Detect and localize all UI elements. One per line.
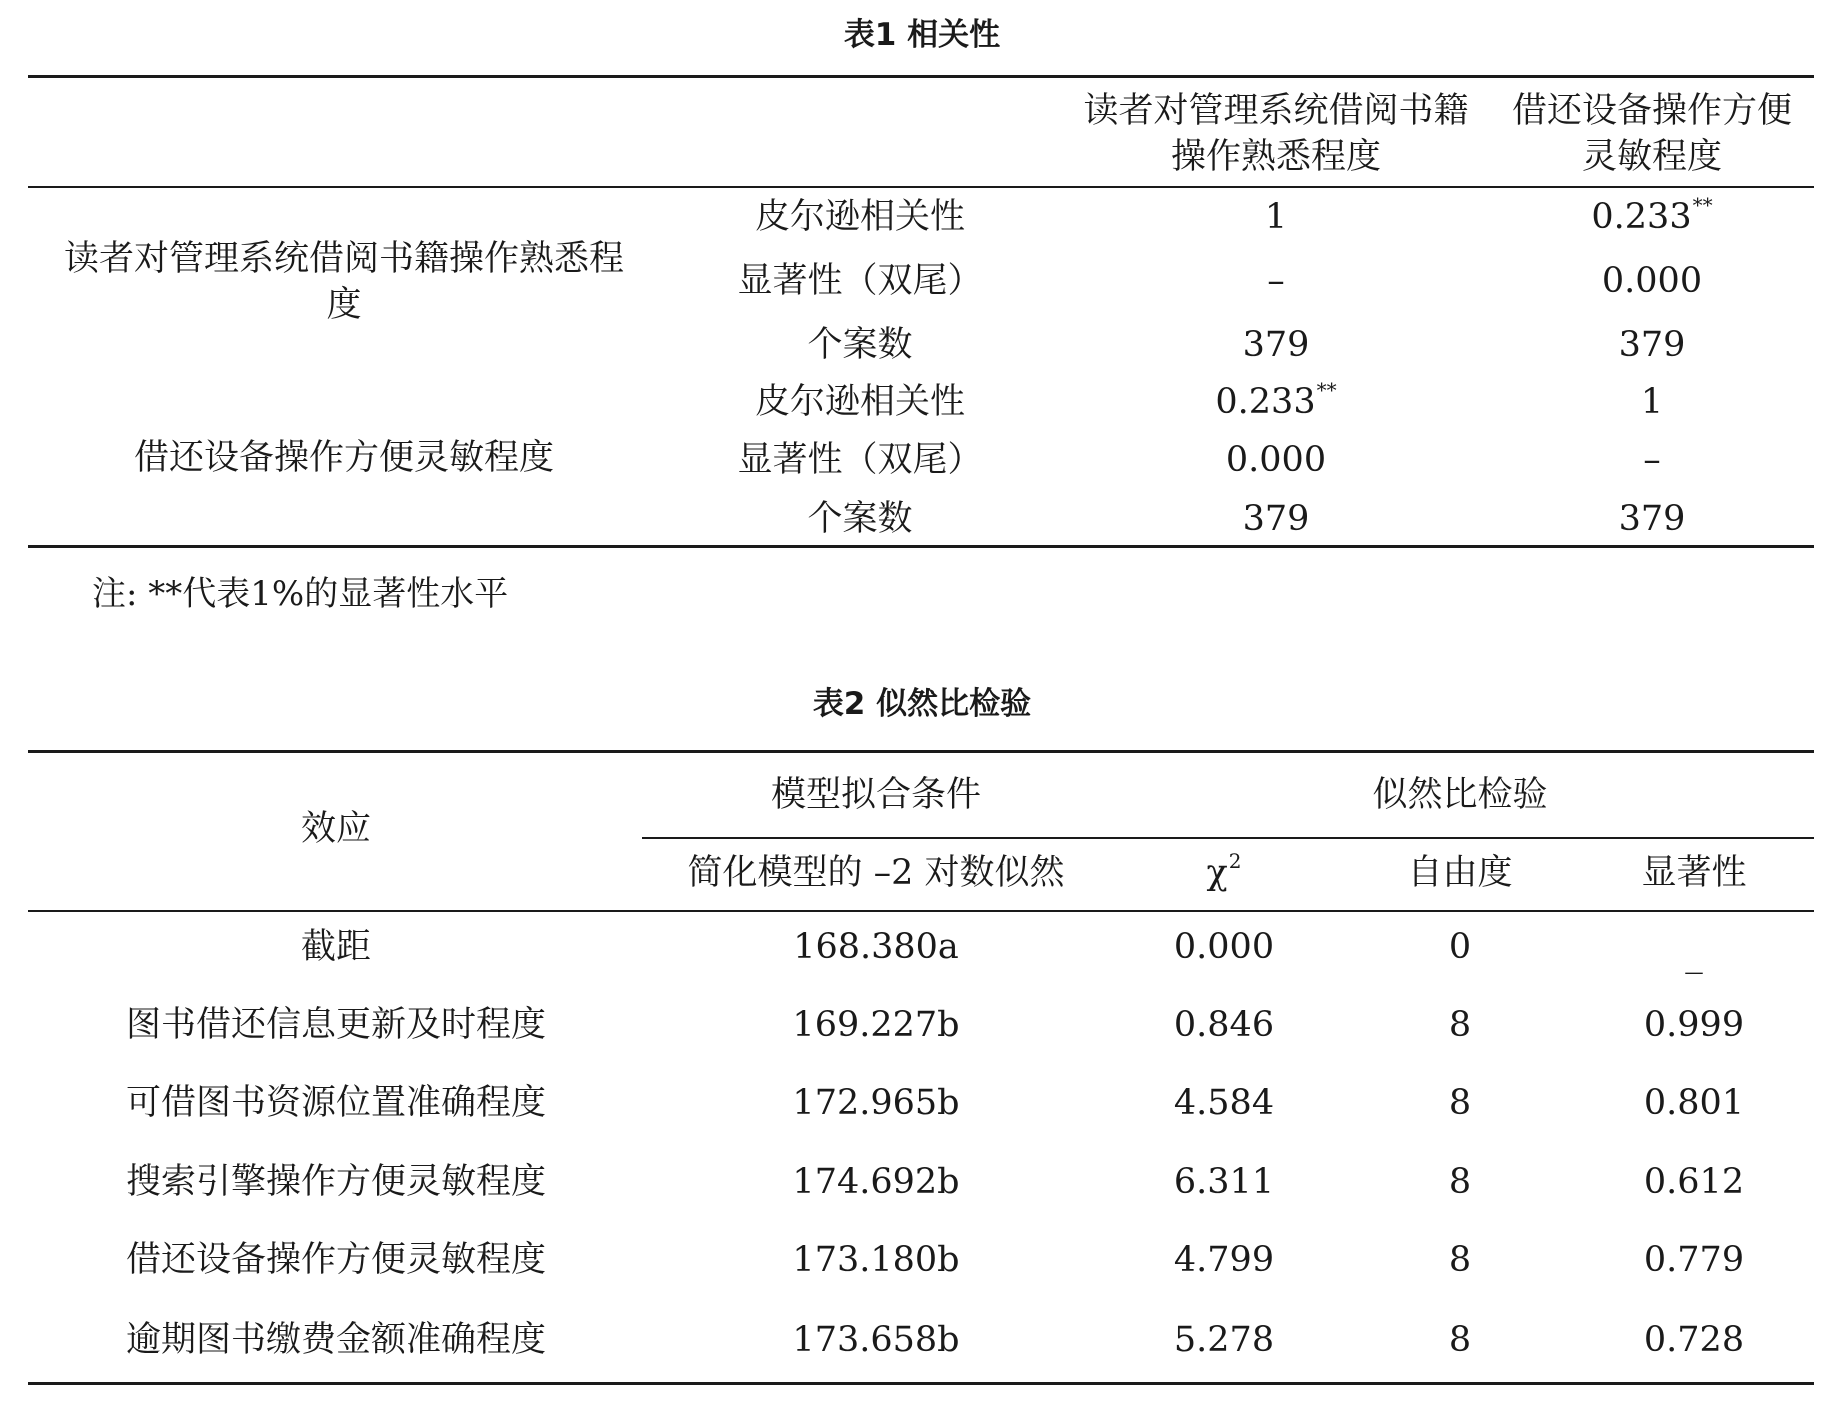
table2-header-mid-rule (642, 837, 1814, 839)
neg2ll-cell: 169.227b (792, 1005, 960, 1045)
table1-cell: 379 (1618, 325, 1686, 365)
neg2ll-cell: 173.180b (792, 1240, 960, 1280)
table1-row-stat: 个案数 (807, 325, 913, 365)
effect-cell: 借还设备操作方便灵敏程度 (125, 1240, 547, 1280)
table2-header-model-fit: 模型拟合条件 (770, 775, 982, 815)
sig-cell: 0.801 (1643, 1083, 1745, 1123)
table2-header-chi-square: $\chi^2$ (1206, 849, 1242, 893)
chi2-cell: 4.584 (1173, 1083, 1275, 1123)
table1-top-rule (28, 75, 1814, 78)
table1-note: 注: **代表1%的显著性水平 (92, 574, 509, 614)
table2-header-df: 自由度 (1407, 853, 1513, 893)
chi2-cell: 6.311 (1173, 1162, 1275, 1202)
neg2ll-cell: 173.658b (792, 1320, 960, 1360)
df-cell: 8 (1448, 1240, 1472, 1280)
table1-cell: 0.233** (1215, 378, 1337, 422)
df-cell: 8 (1448, 1320, 1472, 1360)
effect-cell: 图书借还信息更新及时程度 (125, 1005, 547, 1045)
table1-group-1-label: 读者对管理系统借阅书籍操作熟悉程 度 (63, 239, 625, 325)
table2-header-lr-test: 似然比检验 (1372, 775, 1548, 815)
table2-header-rule (28, 910, 1814, 912)
sig-cell: 0.999 (1643, 1005, 1745, 1045)
df-cell: 0 (1448, 927, 1472, 967)
table2-header-neg2ll: 简化模型的 –2 对数似然 (687, 853, 1065, 893)
table1-cell: 379 (1242, 325, 1310, 365)
effect-cell: 搜索引擎操作方便灵敏程度 (125, 1162, 547, 1202)
table1-cell: 1 (1264, 197, 1288, 237)
table1-cell: – (1643, 440, 1661, 480)
df-cell: 8 (1448, 1083, 1472, 1123)
table1-cell: 379 (1242, 499, 1310, 539)
table1-row-stat: 皮尔逊相关性 (754, 382, 966, 422)
table1-group-2-label: 借还设备操作方便灵敏程度 (133, 438, 555, 478)
chi2-cell: 0.846 (1173, 1005, 1275, 1045)
effect-cell: 截距 (300, 927, 372, 967)
neg2ll-cell: 172.965b (792, 1083, 960, 1123)
table1-col-header-2: 借还设备操作方便 灵敏程度 (1511, 91, 1793, 177)
effect-cell: 逾期图书缴费金额准确程度 (125, 1320, 547, 1360)
neg2ll-cell: 174.692b (792, 1162, 960, 1202)
sig-cell: 0.779 (1643, 1240, 1745, 1280)
table1-row-stat: 个案数 (807, 499, 913, 539)
significance-marker: ** (1692, 193, 1713, 217)
table1-title: 表1 相关性 (843, 17, 1001, 53)
table2-header-effect: 效应 (300, 809, 372, 849)
chi2-cell: 4.799 (1173, 1240, 1275, 1280)
table1-cell: 379 (1618, 499, 1686, 539)
sig-cell: _ (1685, 935, 1703, 975)
table1-header-rule (28, 186, 1814, 188)
df-cell: 8 (1448, 1005, 1472, 1045)
table2-title: 表2 似然比检验 (812, 686, 1032, 722)
neg2ll-cell: 168.380a (793, 927, 959, 967)
table1-col-header-1: 读者对管理系统借阅书籍 操作熟悉程度 (1083, 91, 1469, 177)
table2-top-rule (28, 750, 1814, 753)
table2-header-sig: 显著性 (1641, 853, 1747, 893)
table2-bottom-rule (28, 1382, 1814, 1385)
table1-row-stat: 皮尔逊相关性 (754, 197, 966, 237)
table1-cell: 0.000 (1601, 261, 1703, 301)
effect-cell: 可借图书资源位置准确程度 (125, 1083, 547, 1123)
table1-row-stat: 显著性（双尾） (737, 440, 983, 480)
table1-cell: – (1267, 261, 1285, 301)
chi2-cell: 0.000 (1173, 927, 1275, 967)
table1-bottom-rule (28, 545, 1814, 548)
table1-cell: 0.000 (1225, 440, 1327, 480)
sig-cell: 0.612 (1643, 1162, 1745, 1202)
sig-cell: 0.728 (1643, 1320, 1745, 1360)
table1-cell: 0.233** (1591, 193, 1713, 237)
table1-row-stat: 显著性（双尾） (737, 261, 983, 301)
df-cell: 8 (1448, 1162, 1472, 1202)
significance-marker: ** (1316, 378, 1337, 402)
table1-cell: 1 (1640, 382, 1664, 422)
chi2-cell: 5.278 (1173, 1320, 1275, 1360)
